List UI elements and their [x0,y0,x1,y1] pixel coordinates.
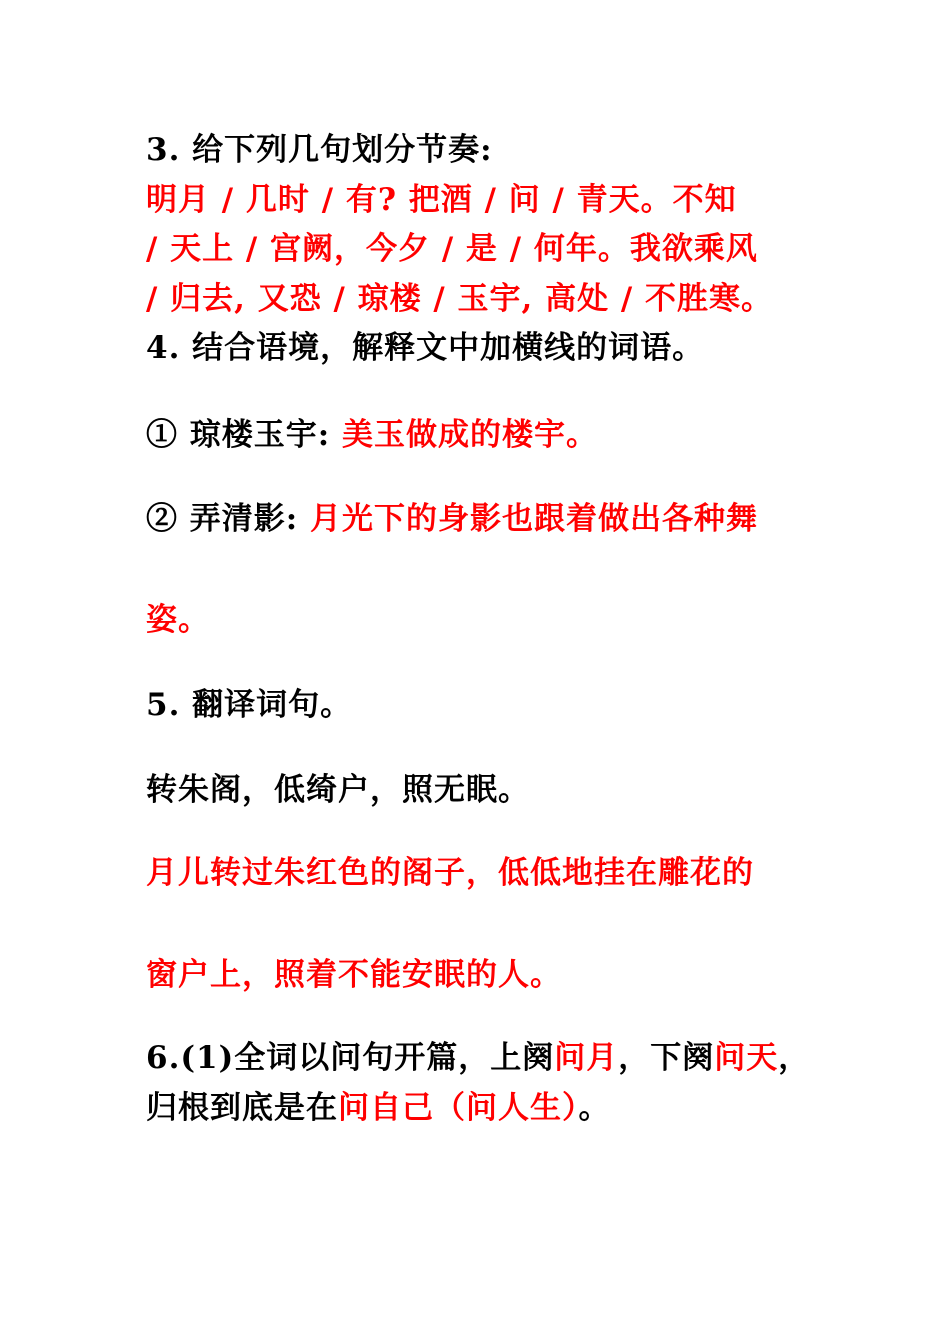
question-3-title: 3. 给下列几句划分节奏: [146,132,493,168]
item-answer: 月光下的身影也跟着做出各种舞 [310,501,759,537]
q6-text: 。 [578,1090,611,1126]
question-4-item-2-continuation: 姿。 [146,602,210,638]
item-label: ② 弄清影: [146,501,311,537]
question-4-title: 4. 结合语境，解释文中加横线的词语。 [146,330,705,366]
item-answer: 美玉做成的楼宇。 [342,417,599,453]
item-label: ① 琼楼玉宇: [146,417,343,453]
question-4-item-2 [146,499,758,539]
question-5-title: 5. 翻译词句。 [146,687,353,723]
question-6-line-1 [146,1038,810,1078]
question-3-answer-line-2: / 天上 / 宫阙，今夕 / 是 / 何年。我欲乘风 [146,231,758,267]
q6-text: 6.(1)全词以问句开篇，上阕 [146,1040,555,1076]
q6-answer-2: 问天 [714,1040,779,1076]
question-3-answer-line-1: 明月 / 几时 / 有? 把酒 / 问 / 青天。不知 [146,182,737,218]
q6-text: ，下阕 [618,1040,715,1076]
q6-text: 归根到底是在 [146,1090,338,1126]
q6-answer-3: 问自己（问人生） [338,1090,579,1126]
question-5-sentence: 转朱阁，低绮户，照无眠。 [146,772,530,808]
q6-text: ， [778,1040,811,1076]
question-5-answer-line-1: 月儿转过朱红色的阁子，低低地挂在雕花的 [146,855,754,891]
question-6-line-2 [146,1088,611,1128]
question-5-answer-line-2: 窗户上，照着不能安眠的人。 [146,957,562,993]
q6-answer-1: 问月 [554,1040,619,1076]
question-4-item-1 [146,415,598,455]
question-3-answer-line-3: / 归去, 又恐 / 琼楼 / 玉宇, 高处 / 不胜寒。 [146,281,774,317]
